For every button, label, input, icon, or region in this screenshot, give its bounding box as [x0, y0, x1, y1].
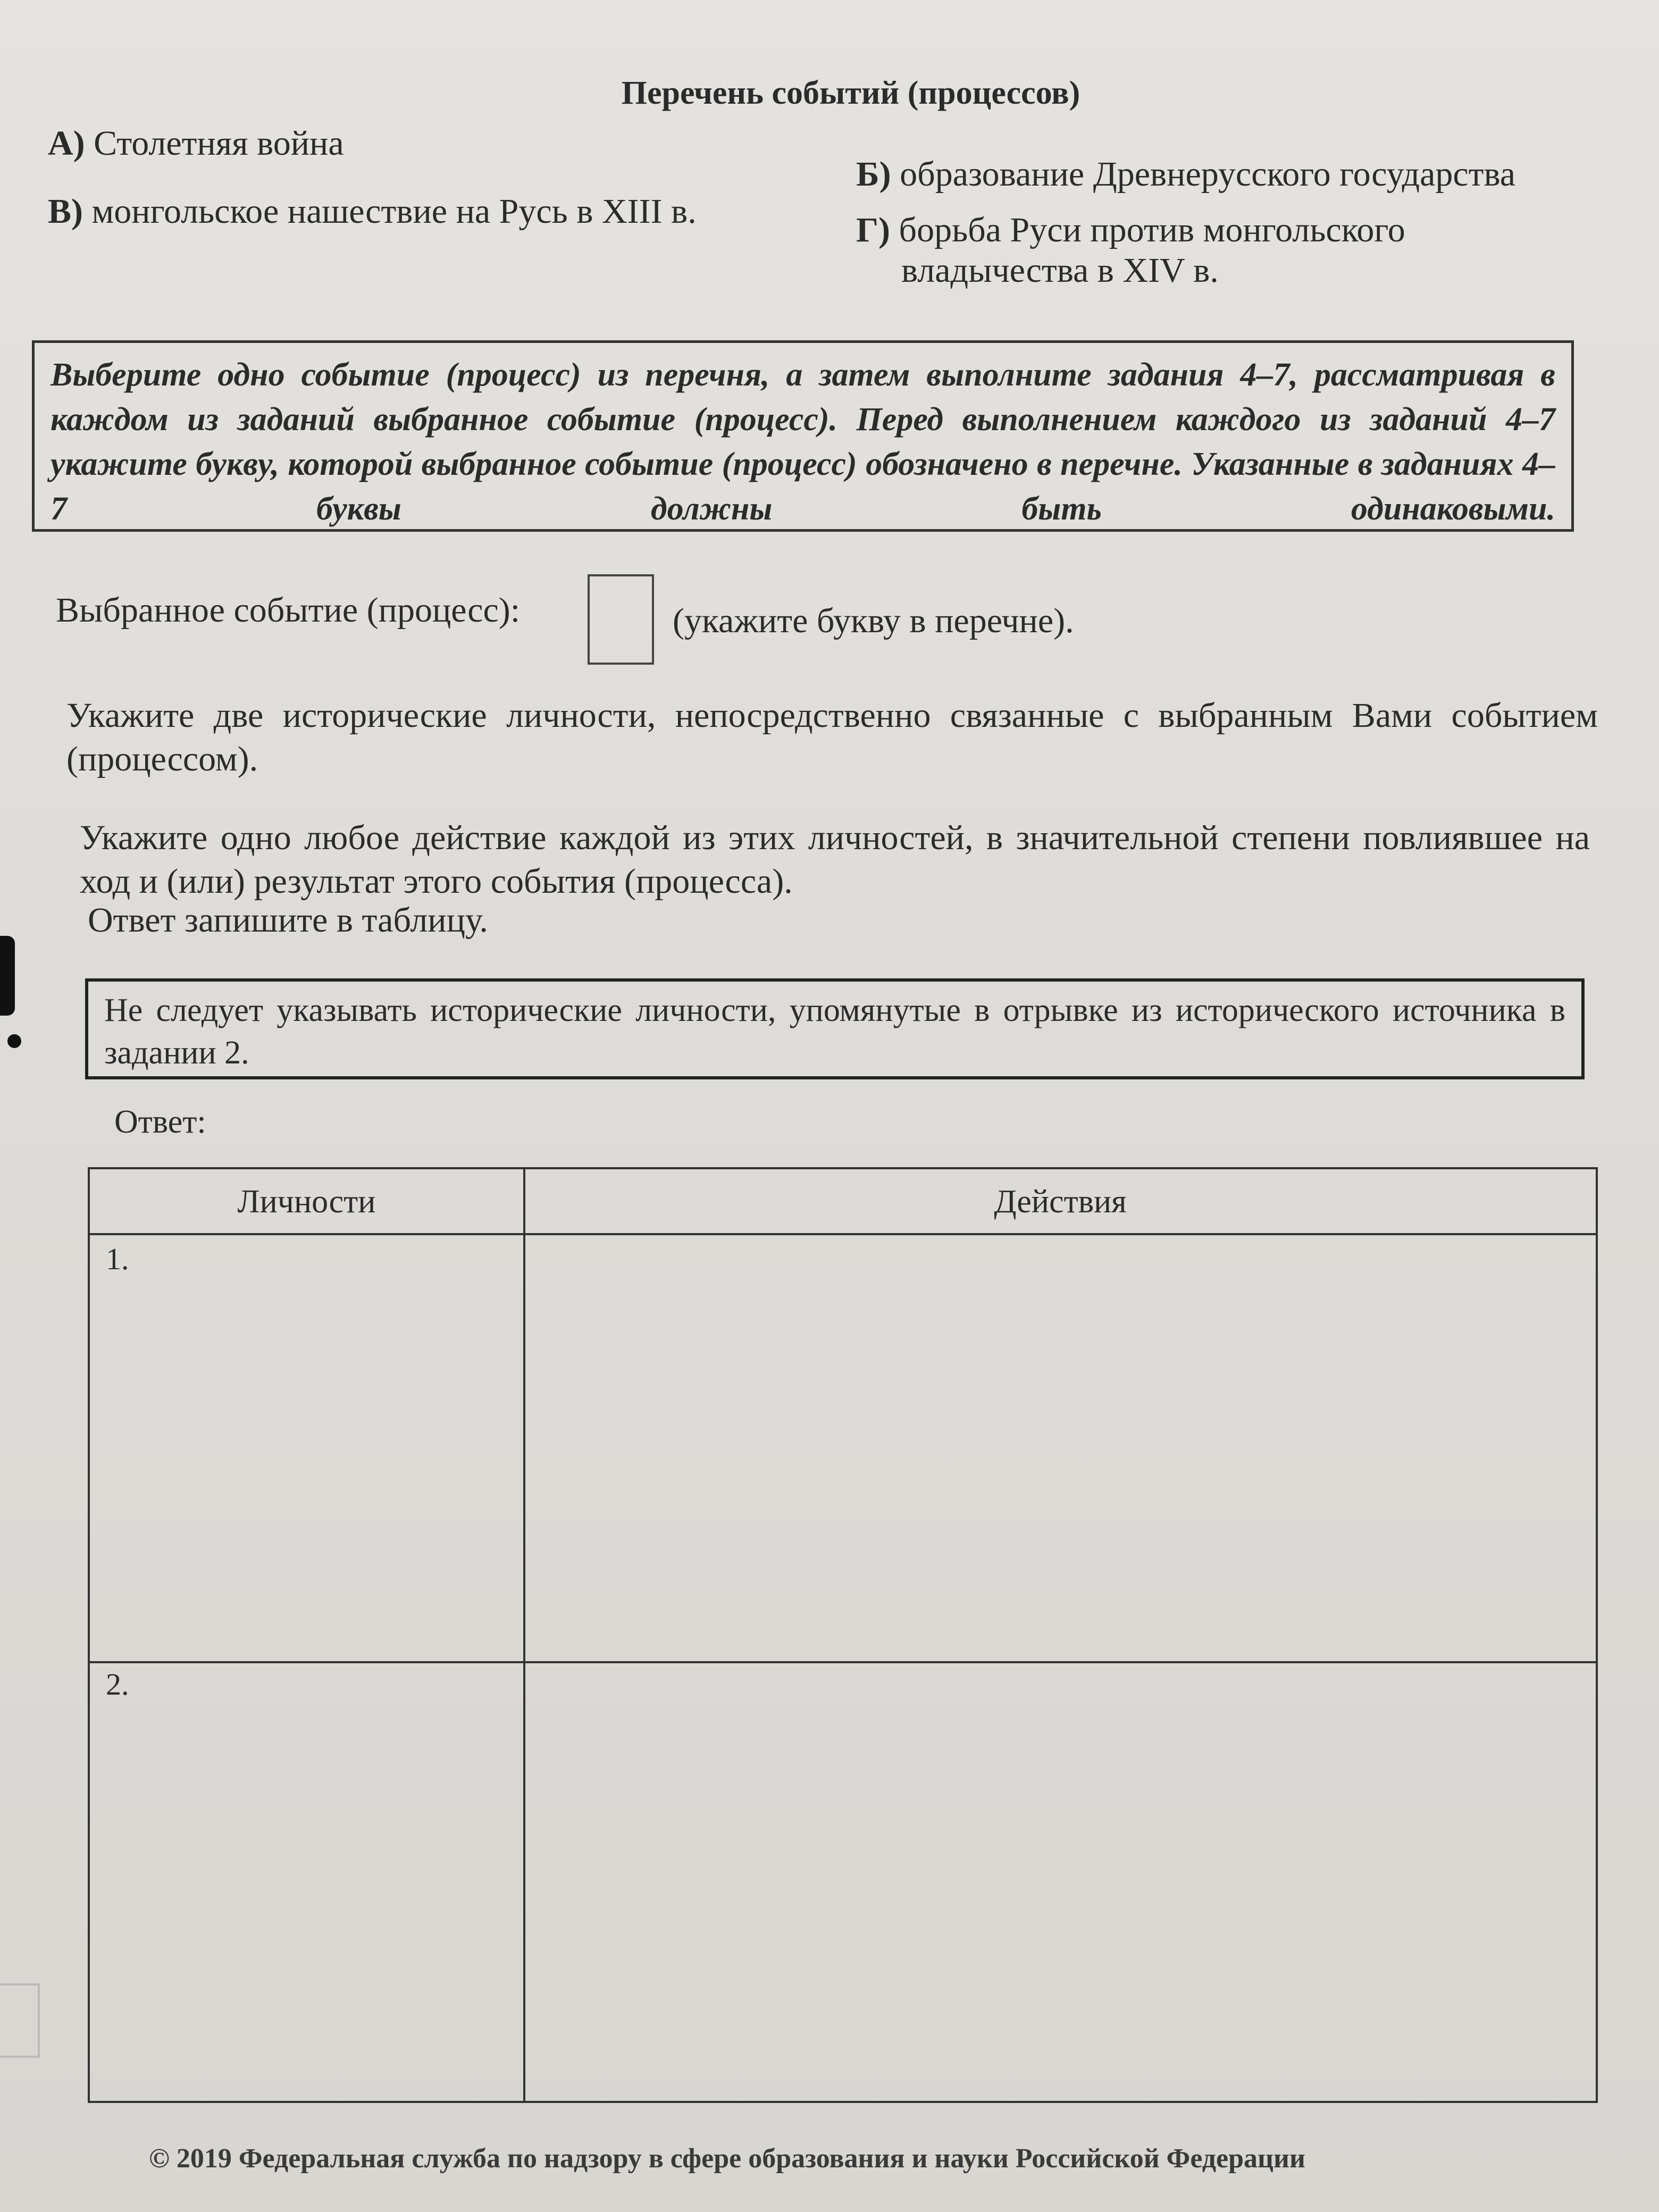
event-a [48, 123, 344, 164]
event-letter: Г) [856, 211, 890, 249]
event-text: борьба Руси против монгольского [899, 211, 1405, 249]
table-column-divider [523, 1169, 525, 2101]
chosen-letter-input[interactable] [588, 574, 654, 665]
event-text: монгольское нашествие на Русь в XIII в. [91, 192, 697, 231]
answer-label: Ответ: [114, 1104, 206, 1140]
chosen-event-label: Выбранное событие (процесс): [56, 591, 521, 630]
margin-box [0, 1983, 40, 2058]
event-b [856, 154, 1515, 195]
binder-dot [7, 1034, 21, 1048]
table-header-divider [90, 1233, 1596, 1235]
page-title: Перечень событий (процессов) [621, 75, 1080, 111]
event-letter: В) [48, 192, 83, 231]
task-answer-instruction: Ответ запишите в таблицу. [88, 901, 488, 940]
copyright-footer: © 2019 Федеральная служба по надзору в сфере образования и науки Российской Федерации [149, 2143, 1305, 2174]
task-actions: Укажите одно любое действие каждой из этих личностей, в значительной степени повлиявшее на ход и (или) результат этого события (процесса). [80, 818, 1590, 901]
event-letter: А) [48, 124, 85, 163]
row-number-1: 1. [106, 1242, 129, 1276]
chosen-event-hint: (укажите букву в перечне). [673, 601, 1074, 640]
event-g [856, 210, 1521, 291]
task-persons: Укажите две исторические личности, непосредственно связанные с выбранным Вами событием (процессом). [66, 696, 1598, 778]
header-actions: Действия [994, 1184, 1127, 1220]
instruction-box: Выберите одно событие (процесс) из перечня, а затем выполните задания 4–7, рассматривая в каждом из заданий выбранное событие (процесс). Перед выполнением каждого из заданий 4–7 укажите букву, которой выбранное событие (процесс) обозначено в перечне. Указанные в заданиях 4–7 буквы должны быть одинаковыми. [32, 340, 1574, 532]
event-text-continued: владычества в XIV в. [901, 250, 1219, 290]
event-text: образование Древнерусского государства [900, 155, 1516, 194]
event-letter: Б) [856, 155, 891, 194]
table-row-divider [90, 1661, 1596, 1663]
note-box: Не следует указывать исторические личности, упомянутые в отрывке из исторического источника в задании 2. [85, 978, 1585, 1079]
binder-mark [0, 936, 15, 1016]
event-v [48, 191, 697, 232]
header-persons: Личности [237, 1184, 376, 1220]
answer-table [88, 1167, 1598, 2103]
event-text: Столетняя война [94, 124, 344, 163]
row-number-2: 2. [106, 1667, 129, 1702]
